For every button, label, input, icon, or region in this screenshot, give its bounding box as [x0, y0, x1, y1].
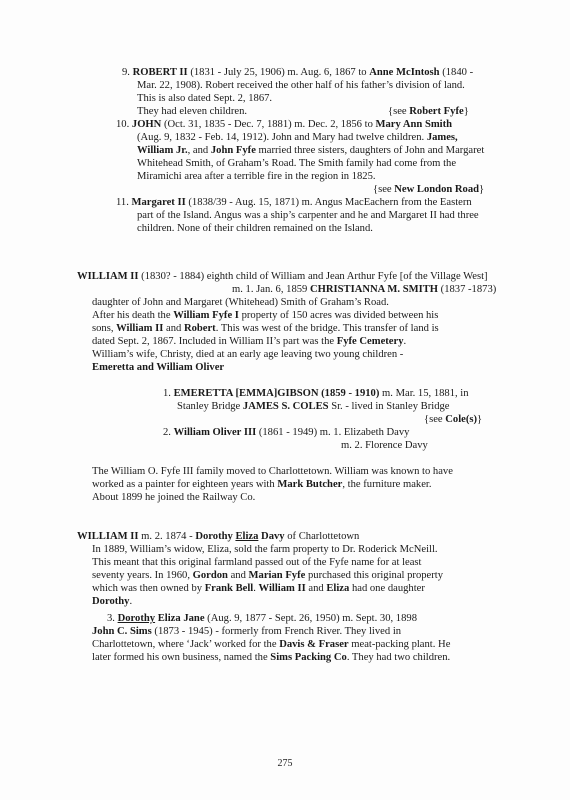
- text-run: had one daughter: [349, 583, 425, 594]
- text-line: [92, 478, 432, 491]
- text-run: Robert: [183, 323, 216, 334]
- text-run: meat-packing plant. He: [348, 639, 451, 650]
- text-line: [92, 625, 401, 638]
- text-run: which was then owned by: [92, 583, 205, 594]
- text-run: .: [403, 336, 407, 347]
- text-line: [92, 361, 224, 374]
- text-run: {see: [388, 106, 410, 117]
- text-run: WILLIAM II: [77, 531, 139, 542]
- text-run: James,: [426, 132, 458, 143]
- text-run: CHRISTIANNA M. SMITH: [309, 284, 439, 295]
- text-line: [92, 322, 439, 335]
- text-run: Anne McIntosh: [369, 67, 440, 78]
- text-run: purchased this original property: [305, 570, 444, 581]
- text-line: [122, 66, 473, 79]
- text-run: Fyfe Cemetery: [336, 336, 404, 347]
- text-line: [373, 183, 484, 196]
- text-run: William’s wife, Christy, died at an early age leaving two young children -: [92, 349, 404, 360]
- text-run: JAMES S. COLES: [242, 401, 329, 412]
- text-run: , and: [187, 145, 211, 156]
- text-run: Sr. - lived in Stanley Bridge: [328, 401, 450, 412]
- text-run: sons,: [92, 323, 117, 334]
- text-line: [92, 348, 403, 361]
- text-run: dated Sept. 2, 1867. Included in William II’s part was the: [92, 336, 337, 347]
- text-run: The William O. Fyfe III family moved to Charlottetown. William was known to have: [92, 466, 453, 477]
- text-run: 1.: [163, 388, 174, 399]
- text-run: After his death the: [92, 310, 174, 321]
- text-run: Frank Bell: [204, 583, 254, 594]
- text-run: (1873 - 1945) - formerly from French River. They lived in: [151, 626, 402, 637]
- text-run: In 1889, William’s widow, Eliza, sold the farm property to Dr. Roderick McNeill.: [92, 544, 438, 555]
- text-run: Robert Fyfe: [409, 106, 464, 117]
- text-line: [77, 530, 359, 543]
- text-run: , the furniture maker.: [342, 479, 432, 490]
- text-run: . This was west of the bridge. This transfer of land is: [215, 323, 439, 334]
- text-run: WILLIAM II: [77, 271, 139, 282]
- text-line: [92, 296, 389, 309]
- text-line: [232, 283, 496, 296]
- text-run: }: [477, 414, 483, 425]
- text-run: (1861 - 1949) m. 1. Elizabeth Davy: [256, 427, 410, 438]
- text-run: }: [479, 184, 485, 195]
- text-run: Mary Ann Smith: [375, 119, 453, 130]
- text-line: [177, 400, 450, 413]
- text-line: [92, 465, 453, 478]
- text-run: Dorothy: [117, 613, 156, 624]
- text-line: [92, 651, 450, 664]
- text-run: 2.: [163, 427, 174, 438]
- text-run: children. None of their children remained on the Island.: [137, 223, 373, 234]
- text-run: Davy: [258, 531, 285, 542]
- text-run: 11.: [116, 197, 132, 208]
- text-run: (Aug. 9, 1877 - Sept. 26, 1950) m. Sept. 30, 1898: [204, 613, 417, 624]
- text-line: [137, 105, 247, 118]
- text-line: [92, 556, 422, 569]
- text-run: m. 1. Jan. 6, 1859: [232, 284, 310, 295]
- text-line: [163, 426, 409, 439]
- text-run: (Oct. 31, 1835 - Dec. 7, 1881) m. Dec. 2, 1856 to: [161, 119, 376, 130]
- text-run: (1837 -1873): [438, 284, 497, 295]
- text-run: Miramichi area after a terrible fire in the region in 1825.: [137, 171, 376, 182]
- text-line: [77, 270, 488, 283]
- text-line: [92, 543, 438, 556]
- text-line: [116, 118, 452, 131]
- text-run: New London Road: [394, 184, 480, 195]
- text-line: [137, 209, 479, 222]
- text-line: [137, 144, 484, 157]
- text-run: 10.: [116, 119, 132, 130]
- text-run: of Charlottetown: [284, 531, 360, 542]
- text-run: Stanley Bridge: [177, 401, 243, 412]
- text-run: Eliza: [326, 583, 350, 594]
- text-run: ROBERT II: [132, 67, 188, 78]
- text-run: Dorothy: [195, 531, 236, 542]
- text-run: . They had two children.: [346, 652, 451, 663]
- text-run: married three sisters, daughters of John and Margaret: [255, 145, 485, 156]
- text-line: [137, 131, 458, 144]
- text-run: .: [253, 583, 259, 594]
- text-line: [92, 335, 406, 348]
- text-run: William Fyfe I: [173, 310, 239, 321]
- text-run: John Fyfe: [210, 145, 256, 156]
- text-line: [137, 157, 456, 170]
- text-run: daughter of John and Margaret (Whitehead) Smith of Graham’s Road.: [92, 297, 389, 308]
- text-run: Gordon: [192, 570, 228, 581]
- text-line: [137, 170, 376, 183]
- text-run: JOHN: [131, 119, 162, 130]
- text-run: (Aug. 9, 1832 - Feb. 14, 1912). John and Mary had twelve children.: [137, 132, 427, 143]
- text-run: Whitehead Smith, of Graham’s Road. The Smith family had come from the: [137, 158, 457, 169]
- text-run: part of the Island. Angus was a ship’s carpenter and he and Margaret II had three: [137, 210, 479, 221]
- text-line: [137, 222, 373, 235]
- text-run: Dorothy: [92, 596, 130, 607]
- text-run: seventy years. In 1960,: [92, 570, 193, 581]
- text-line: [163, 387, 469, 400]
- text-run: William Oliver III: [173, 427, 257, 438]
- text-run: and: [227, 570, 249, 581]
- text-run: This is also dated Sept. 2, 1867.: [137, 93, 273, 104]
- text-run: m. Mar. 15, 1881, in: [379, 388, 469, 399]
- text-run: Margaret II: [131, 197, 186, 208]
- text-run: later formed his own business, named the: [92, 652, 271, 663]
- text-run: (1838/39 - Aug. 15, 1871) m. Angus MacEachern from the Eastern: [185, 197, 472, 208]
- text-run: property of 150 acres was divided between his: [238, 310, 439, 321]
- text-run: m. 2. Florence Davy: [341, 440, 428, 451]
- text-line: [388, 105, 469, 118]
- text-run: {see: [424, 414, 446, 425]
- text-run: (1830? - 1884) eighth child of William and Jean Arthur Fyfe [of the Village West]: [138, 271, 488, 282]
- text-line: [341, 439, 428, 452]
- text-run: (1840 -: [439, 67, 474, 78]
- text-run: EMERETTA [EMMA]GIBSON (1859 - 1910): [173, 388, 380, 399]
- text-line: [92, 595, 132, 608]
- text-line: [92, 638, 450, 651]
- page-number: 275: [277, 758, 293, 769]
- text-line: [92, 569, 443, 582]
- text-run: Mark Butcher: [277, 479, 343, 490]
- text-run: Eliza Jane: [157, 613, 205, 624]
- text-run: .: [129, 596, 133, 607]
- text-run: Charlottetown, where ‘Jack’ worked for the: [92, 639, 280, 650]
- text-run: Sims Packing Co: [270, 652, 347, 663]
- text-run: (1831 - July 25, 1906) m. Aug. 6, 1867 to: [187, 67, 370, 78]
- text-line: [116, 196, 472, 209]
- text-run: }: [463, 106, 469, 117]
- text-run: They had eleven children.: [137, 106, 248, 117]
- text-run: About 1899 he joined the Railway Co.: [92, 492, 256, 503]
- text-line: [137, 92, 272, 105]
- text-run: and: [163, 323, 184, 334]
- text-run: worked as a painter for eighteen years with: [92, 479, 278, 490]
- text-run: William II: [116, 323, 164, 334]
- text-line: [107, 612, 417, 625]
- text-line: [92, 491, 255, 504]
- text-line: [92, 582, 425, 595]
- text-run: Cole(s): [445, 414, 478, 425]
- text-run: {see: [373, 184, 395, 195]
- text-run: Marian Fyfe: [248, 570, 306, 581]
- text-line: [92, 309, 438, 322]
- text-run: John C. Sims: [92, 626, 152, 637]
- text-run: 3.: [107, 613, 118, 624]
- text-run: Mar. 22, 1908). Robert received the other half of his father’s division of land.: [137, 80, 465, 91]
- text-run: William Jr.: [137, 145, 188, 156]
- text-run: 9.: [122, 67, 133, 78]
- text-line: [424, 413, 482, 426]
- text-run: Davis & Fraser: [279, 639, 349, 650]
- text-run: William II: [258, 583, 306, 594]
- text-run: This meant that this original farmland passed out of the Fyfe name for at least: [92, 557, 422, 568]
- text-run: m. 2. 1874 -: [138, 531, 196, 542]
- text-run: Emeretta and William Oliver: [92, 362, 225, 373]
- text-line: [137, 79, 465, 92]
- text-run: and: [305, 583, 327, 594]
- text-run: Eliza: [235, 531, 259, 542]
